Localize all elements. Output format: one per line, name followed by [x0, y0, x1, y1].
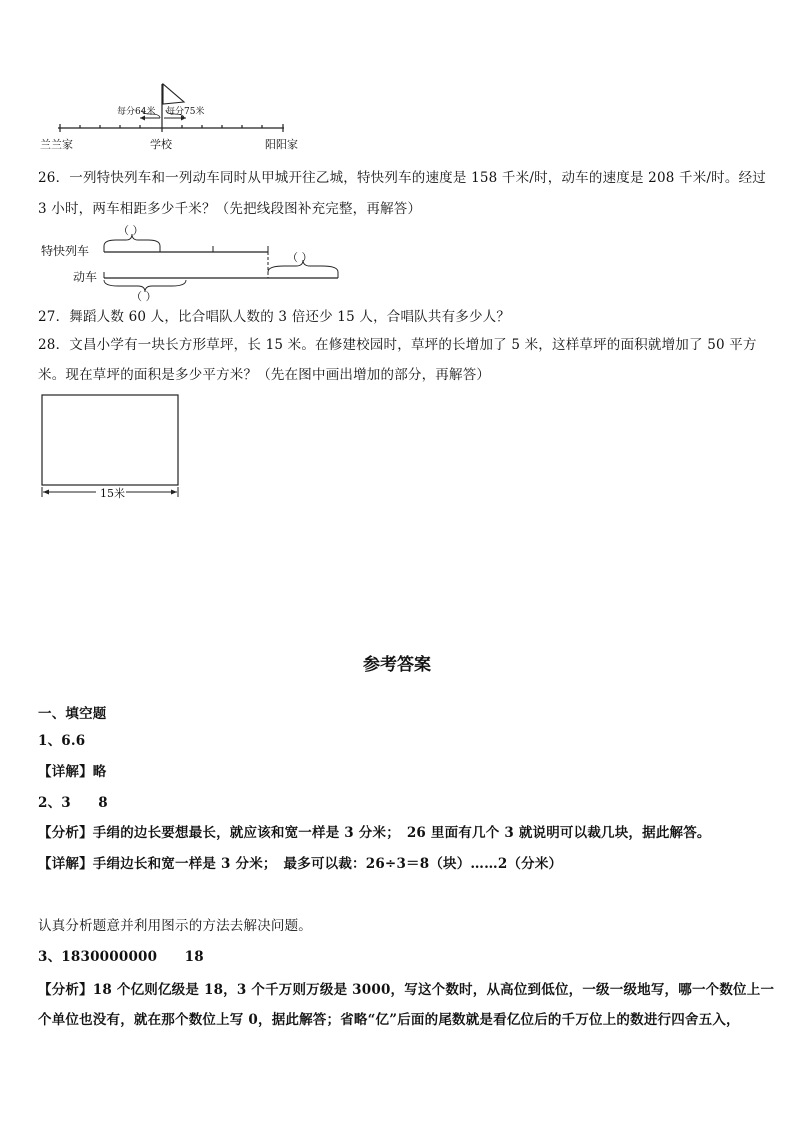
left-speed-label: 每分64米	[117, 107, 156, 117]
answer-3-analysis-line2: 个单位也没有，就在那个数位上写 0，据此解答；省略“亿”后面的尾数就是看亿位后的千万位上的数进行四舍五入，	[38, 1012, 740, 1028]
answer-3-analysis-line1: 【分析】18 个亿则亿级是 18，3 个千万则万级是 3000，写这个数时，从高位到低位，一级一级地写，哪一个数位上一	[38, 982, 775, 998]
right-speed-label: 每分75米	[166, 107, 205, 117]
express-blank-paren: （ ）	[118, 224, 144, 237]
lawn-rectangle-diagram	[0, 0, 794, 520]
section-heading: 一、填空题	[38, 706, 107, 722]
answers-title: 参考答案	[363, 655, 431, 675]
answer-1-detail: 【详解】略	[38, 764, 107, 780]
q27-text: 27．舞蹈人数 60 人，比合唱队人数的 3 倍还少 15 人，合唱队共有多少人？	[38, 309, 511, 325]
q26-text-line1: 26．一列特快列车和一列动车同时从甲城开往乙城，特快列车的速度是 158 千米/时，动车的速度是 208 千米/时。经过	[38, 170, 766, 186]
answer-1: 1、6.6	[38, 733, 86, 749]
left-home-label: 兰兰家	[40, 138, 73, 151]
answer-2-analysis: 【分析】手绢的边长要想最长，就应该和宽一样是 3 分米； 26 里面有几个 3 就说明可以裁几块，据此解答。	[38, 825, 711, 841]
emu-blank-paren: （ ）	[131, 290, 157, 303]
answer-3: 3、1830000000 18	[38, 949, 204, 965]
answer-2-detail: 【详解】手绢边长和宽一样是 3 分米； 最多可以裁：26÷3＝8（块）……2（分米）	[38, 856, 563, 872]
q28-text-line1: 28．文昌小学有一块长方形草坪，长 15 米。在修建校园时，草坪的长增加了 5 米，这样草坪的面积就增加了 50 平方	[38, 337, 757, 353]
express-train-label: 特快列车	[41, 244, 90, 258]
method-note: 认真分析题意并利用图示的方法去解决问题。	[38, 918, 312, 934]
difference-blank-paren: （ ）	[287, 251, 313, 264]
lawn-length-label: 15米	[100, 487, 125, 500]
q26-text-line2: 3 小时，两车相距多少千米？（先把线段图补充完整，再解答）	[38, 201, 422, 217]
answer-2: 2、3 8	[38, 795, 108, 811]
emu-train-label: 动车	[73, 270, 98, 284]
q28-text-line2: 米。现在草坪的面积是多少平方米？（先在图中画出增加的部分，再解答）	[38, 367, 491, 383]
right-home-label: 阳阳家	[265, 138, 298, 151]
school-label: 学校	[150, 138, 172, 151]
